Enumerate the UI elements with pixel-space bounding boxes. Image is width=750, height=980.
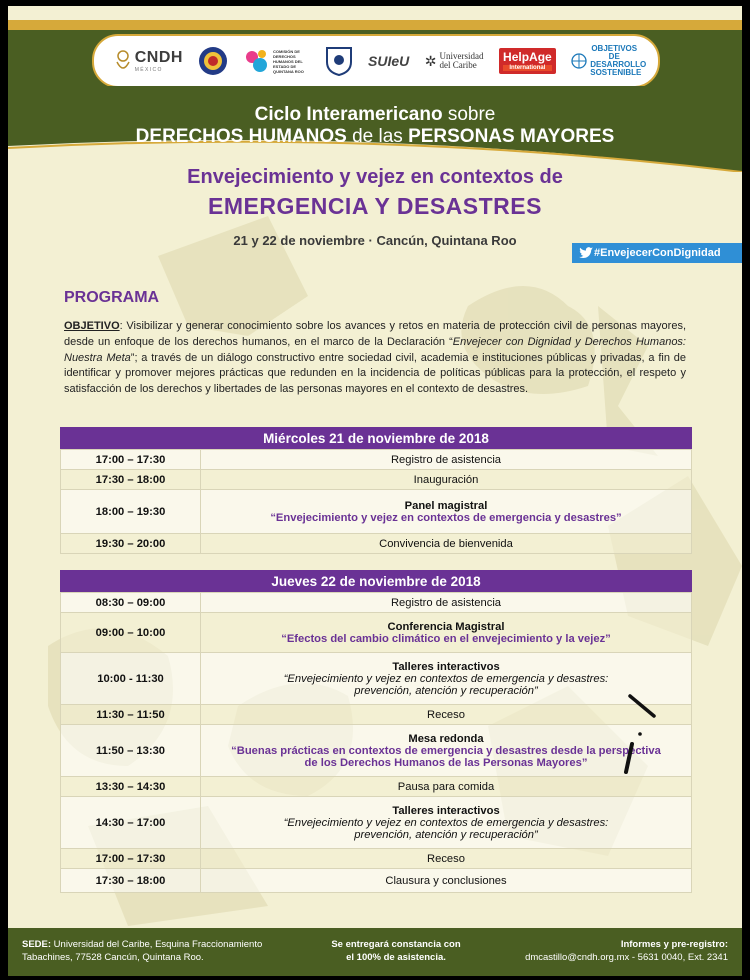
cndh-text: CNDH bbox=[134, 49, 183, 66]
activity-text: “Envejecimiento y vejez en contextos de emergencia y desastres” bbox=[270, 511, 622, 524]
ods-logo bbox=[571, 44, 647, 77]
unicaribe-text-2: del Caribe bbox=[439, 60, 477, 70]
cndh-sub: M É X I C O bbox=[134, 67, 162, 73]
schedule-row bbox=[61, 777, 692, 797]
top-gold-bar bbox=[8, 20, 742, 30]
cdheqroo-text: COMISIÓN DE DERECHOS HUMANOS DEL ESTADO DE QUINTANA ROO bbox=[273, 48, 304, 74]
day2-heading bbox=[60, 570, 692, 592]
schedule-time: 17:00 – 17:30 bbox=[61, 450, 201, 470]
unicaribe-logo bbox=[425, 52, 484, 71]
hashtag-badge bbox=[572, 243, 742, 263]
schedule-time: 09:00 – 10:00 bbox=[61, 613, 201, 653]
day1-heading-text: Miércoles 21 de noviembre de 2018 bbox=[263, 430, 489, 446]
footer bbox=[8, 928, 742, 976]
activity-text: “Envejecimiento y vejez en contextos de emergencia y desastres: bbox=[283, 816, 609, 829]
schedule-time: 11:30 – 11:50 bbox=[61, 705, 201, 725]
activity-text: “Envejecimiento y vejez en contextos de emergencia y desastres: bbox=[283, 672, 609, 685]
poster bbox=[8, 6, 742, 976]
header-line2-bold-c: PERSONAS MAYORES bbox=[408, 126, 615, 147]
schedule-time: 17:30 – 18:00 bbox=[61, 470, 201, 490]
activity-text: Pausa para comida bbox=[397, 780, 495, 793]
objetivo-label: OBJETIVO bbox=[64, 320, 120, 332]
schedule-time: 13:30 – 14:30 bbox=[61, 777, 201, 797]
header-line-1 bbox=[8, 104, 742, 126]
footer-constancia bbox=[318, 938, 474, 964]
objetivo-italic: Envejecer con Dignidad y Derechos Humanos: Nuestra Meta bbox=[64, 335, 686, 364]
schedule-activity bbox=[201, 534, 692, 554]
schedule-activity bbox=[201, 490, 692, 534]
event-dateline: 21 y 22 de noviembre · Cancún, Quintana Roo bbox=[233, 233, 517, 248]
activity-text: “Buenas prácticas en contextos de emergencia y desastres desde la perspectiva bbox=[231, 744, 661, 757]
constancia-line1: Se entregará constancia con bbox=[331, 939, 461, 950]
schedule-row bbox=[61, 705, 692, 725]
sede-line1: Universidad del Caribe, Esquina Fraccionamiento bbox=[51, 939, 263, 950]
sede-line2: Tabachines, 77528 Cancún, Quintana Roo. bbox=[22, 952, 204, 963]
informes-label: Informes y pre-registro: bbox=[620, 939, 728, 950]
day1-schedule-table bbox=[60, 449, 692, 554]
objetivo-text-1: : Visibilizar y generar conocimiento sobre los avances y retos en materia de protección civil de personas mayores, desde un enfoque de los derechos humanos, en el marco de la Declaración “ bbox=[64, 320, 686, 348]
activity-title: Mesa redonda bbox=[408, 732, 484, 745]
cndh-logo bbox=[114, 48, 183, 74]
activity-text: Registro de asistencia bbox=[390, 596, 502, 609]
schedule-activity bbox=[201, 653, 692, 705]
unam-logo bbox=[325, 46, 353, 76]
schedule-row bbox=[61, 849, 692, 869]
activity-text: Clausura y conclusiones bbox=[385, 874, 507, 887]
schedule-row bbox=[61, 450, 692, 470]
schedule-activity bbox=[201, 450, 692, 470]
schedule-time: 10:00 - 11:30 bbox=[61, 653, 201, 705]
schedule-time: 17:00 – 17:30 bbox=[61, 849, 201, 869]
event-subtitle-1: Envejecimiento y vejez en contextos de bbox=[187, 166, 563, 188]
unam-shield-icon bbox=[325, 46, 353, 76]
footer-informes bbox=[478, 938, 728, 964]
day2-schedule-table bbox=[60, 592, 692, 893]
schedule-row bbox=[61, 797, 692, 849]
activity-text: Receso bbox=[427, 708, 465, 721]
day1-heading bbox=[60, 427, 692, 449]
schedule-time: 08:30 – 09:00 bbox=[61, 593, 201, 613]
schedule-row bbox=[61, 725, 692, 777]
un-globe-icon bbox=[571, 53, 587, 69]
schedule-activity bbox=[201, 797, 692, 849]
event-subtitle-2: EMERGENCIA Y DESASTRES bbox=[208, 193, 542, 219]
activity-title: Panel magistral bbox=[404, 499, 488, 512]
activity-text-line2: de los Derechos Humanos de las Personas Mayores” bbox=[304, 756, 588, 769]
activity-text: Inauguración bbox=[413, 473, 479, 486]
schedule-row bbox=[61, 490, 692, 534]
header-line1-rest: sobre bbox=[442, 104, 496, 125]
seal-icon bbox=[198, 46, 228, 76]
activity-title: Talleres interactivos bbox=[392, 804, 500, 817]
activity-text-line2: prevención, atención y recuperación” bbox=[354, 828, 538, 841]
schedule-row bbox=[61, 534, 692, 554]
schedule-row bbox=[61, 613, 692, 653]
header-line1-bold: Ciclo Interamericano bbox=[254, 104, 443, 125]
helpage-text: HelpAge bbox=[503, 50, 552, 64]
schedule-activity bbox=[201, 869, 692, 893]
sede-label: SEDE: bbox=[22, 939, 52, 950]
helpage-logo bbox=[499, 48, 556, 74]
activity-title: Conferencia Magistral bbox=[387, 620, 505, 633]
header-line2-bold-a: DERECHOS HUMANOS bbox=[135, 126, 347, 147]
activity-text: “Efectos del cambio climático en el envejecimiento y la vejez” bbox=[281, 632, 611, 645]
objetivo-text-2: ”; a través de un diálogo constructivo entre sociedad civil, academia e instituciones públicas y privadas, a fin de identificar y promover mejores prácticas que redunden en la incidencia de políticas públicas para la protección, el respeto y satisfacción de los derechos y libertades de las personas mayores en el contexto de desastres. bbox=[64, 351, 686, 396]
day2-heading-text: Jueves 22 de noviembre de 2018 bbox=[271, 573, 481, 589]
unicaribe-icon: ✲ bbox=[424, 52, 437, 69]
twitter-bird-icon bbox=[578, 245, 594, 261]
seal-logo bbox=[198, 46, 228, 76]
suiu-logo bbox=[368, 53, 409, 69]
activity-text: Convivencia de bienvenida bbox=[379, 537, 513, 550]
schedule-row bbox=[61, 470, 692, 490]
schedule-activity bbox=[201, 777, 692, 797]
schedule-time: 14:30 – 17:00 bbox=[61, 797, 201, 849]
schedule-time: 18:00 – 19:30 bbox=[61, 490, 201, 534]
informes-contact: dmcastillo@cndh.org.mx - 5631 0040, Ext. 2341 bbox=[525, 952, 728, 963]
logo-bar bbox=[92, 34, 660, 88]
schedule-activity bbox=[201, 593, 692, 613]
schedule-activity bbox=[201, 470, 692, 490]
programa-title: PROGRAMA bbox=[64, 289, 160, 306]
schedule-activity bbox=[201, 705, 692, 725]
activity-title: Talleres interactivos bbox=[392, 660, 500, 673]
ods-text: OBJETIVOS DE DESARROLLO SOSTENIBLE bbox=[590, 44, 647, 77]
constancia-line2: el 100% de asistencia. bbox=[346, 952, 446, 963]
hashtag-text: #EnvejecerConDignidad bbox=[594, 247, 721, 259]
activity-text-line2: prevención, atención y recuperación” bbox=[354, 684, 538, 697]
suiu-text: SUIeU bbox=[368, 53, 410, 69]
schedule-row bbox=[61, 593, 692, 613]
activity-text: Receso bbox=[427, 852, 465, 865]
activity-text: Registro de asistencia bbox=[390, 453, 502, 466]
footer-sede bbox=[22, 938, 312, 964]
helpage-sub: International bbox=[503, 65, 552, 71]
schedule-activity bbox=[201, 849, 692, 869]
schedule-row bbox=[61, 869, 692, 893]
unicaribe-text-1: Universidad bbox=[439, 50, 484, 61]
cdheqroo-logo bbox=[244, 47, 309, 75]
objetivo-paragraph bbox=[64, 319, 686, 398]
schedule-activity bbox=[201, 725, 692, 777]
cndh-emblem-icon bbox=[114, 48, 132, 74]
schedule-row bbox=[61, 653, 692, 705]
schedule-activity bbox=[201, 613, 692, 653]
header-line2-mid: de las bbox=[346, 126, 409, 147]
schedule-time: 11:50 – 13:30 bbox=[61, 725, 201, 777]
cdheqroo-icon bbox=[244, 47, 270, 75]
schedule-time: 19:30 – 20:00 bbox=[61, 534, 201, 554]
schedule-time: 17:30 – 18:00 bbox=[61, 869, 201, 893]
header-line-2 bbox=[8, 126, 742, 148]
